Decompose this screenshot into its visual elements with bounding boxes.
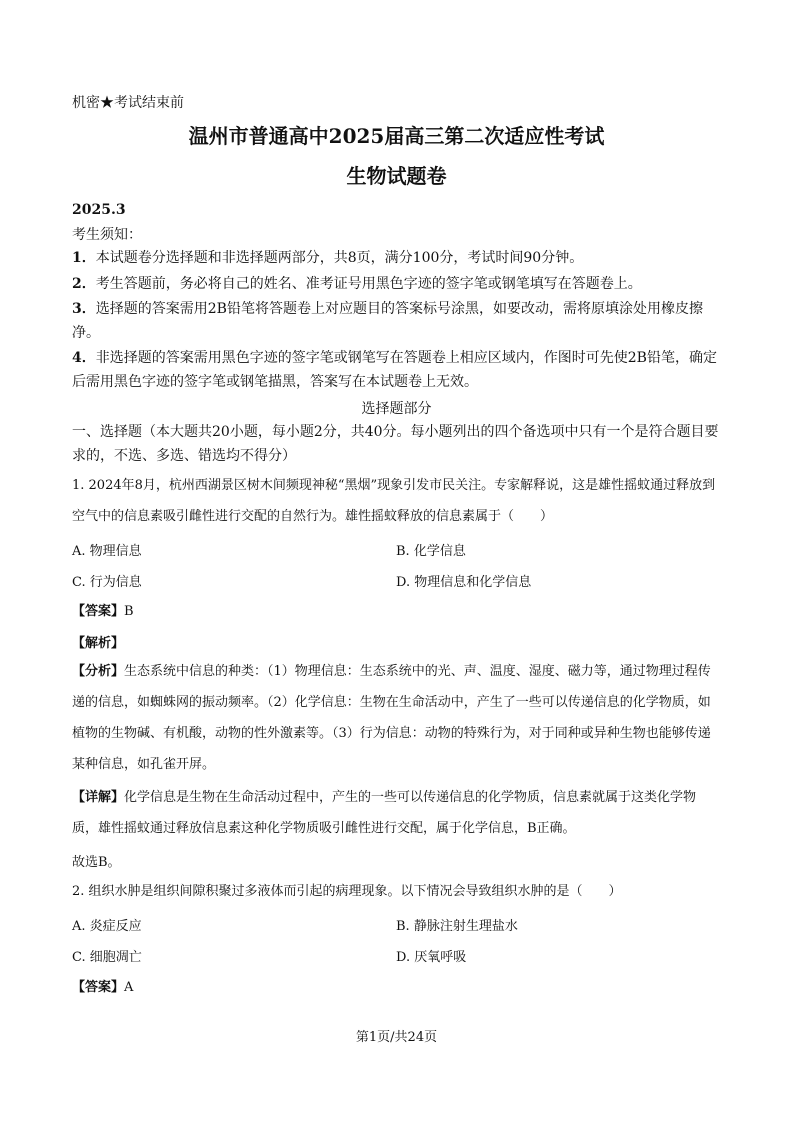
notice-item-3: 3．选择题的答案需用2B铅笔将答题卷上对应题目的答案标号涂黑，如要改动，需将原填涂处用橡皮擦净。 — [72, 301, 703, 341]
q2-option-a: A. 炎症反应 — [72, 919, 142, 934]
q1-conclusion: 故选B。 — [72, 855, 121, 870]
section-title: 选择题部分 — [361, 401, 432, 417]
q1-option-c: C. 行为信息 — [72, 575, 142, 590]
q2-option-c: C. 细胞凋亡 — [72, 950, 142, 965]
q1-analysis: 【分析】生态系统中信息的种类：（1）物理信息：生态系统中的光、声、温度、湿度、磁力等，通过物理过程传递的信息，如蜘蛛网的振动频率。（2）化学信息：生物在生命活动中，产生了一些可以传递信息的化学物质，如植物的生物碱、有机酸，动物的性外激素等。（3）行为信息：动物的特殊行为，对于同种或异种生物也能够传递某种信息，如孔雀开屏。 — [72, 664, 711, 772]
notice-item-4: 4．非选择题的答案需用黑色字迹的签字笔或钢笔写在答题卷上相应区域内，作图时可先使2B铅笔，确定后需用黑色字迹的签字笔或钢笔描黑，答案写在本试题卷上无效。 — [72, 350, 717, 390]
question-1-stem: 1. 2024年8月，杭州西湖景区树木间频现神秘“黑烟”现象引发市民关注。专家解释说，这是雄性摇蚊通过释放到空气中的信息素吸引雌性进行交配的自然行为。雄性摇蚊释放的信息素属于（ ） — [72, 478, 716, 524]
q2-answer: 【答案】A — [72, 980, 134, 995]
exam-subtitle: 生物试题卷 — [346, 164, 447, 188]
q1-option-d: D. 物理信息和化学信息 — [396, 575, 532, 590]
confidential-label: 机密★考试结束前 — [72, 95, 184, 111]
question-2-stem: 2. 组织水肿是组织间隙积聚过多液体而引起的病理现象。以下情况会导致组织水肿的是（ ） — [72, 884, 622, 899]
section-intro: 一、选择题（本大题共20小题，每小题2分，共40分。每小题列出的四个备选项中只有一个是符合题目要求的，不选、多选、错选均不得分） — [72, 424, 719, 464]
notice-item-2: 2．考生答题前，务必将自己的姓名、准考证号用黑色字迹的签字笔或钢笔填写在答题卷上。 — [72, 276, 642, 292]
q1-option-a: A. 物理信息 — [72, 544, 142, 559]
notice-heading: 考生须知： — [72, 227, 142, 243]
page-footer: 第1页/共24页 — [355, 1030, 438, 1045]
exam-date: 2025.3 — [72, 202, 126, 218]
q2-option-d: D. 厌氧呼吸 — [396, 950, 467, 965]
q1-detail: 【详解】化学信息是生物在生命活动过程中，产生的一些可以传递信息的化学物质，信息素就属于这类化学物质，雄性摇蚊通过释放信息素这种化学物质吸引雌性进行交配，属于化学信息，B正确。 — [72, 790, 697, 836]
q1-analysis-tag: 【解析】 — [72, 636, 125, 651]
q2-option-b: B. 静脉注射生理盐水 — [396, 919, 518, 934]
q1-option-b: B. 化学信息 — [396, 544, 466, 559]
exam-title: 温州市普通高中2025届高三第二次适应性考试 — [188, 124, 605, 148]
q1-answer: 【答案】B — [72, 604, 134, 619]
notice-item-1: 1．本试题卷分选择题和非选择题两部分，共8页，满分100分，考试时间90分钟。 — [72, 250, 584, 266]
